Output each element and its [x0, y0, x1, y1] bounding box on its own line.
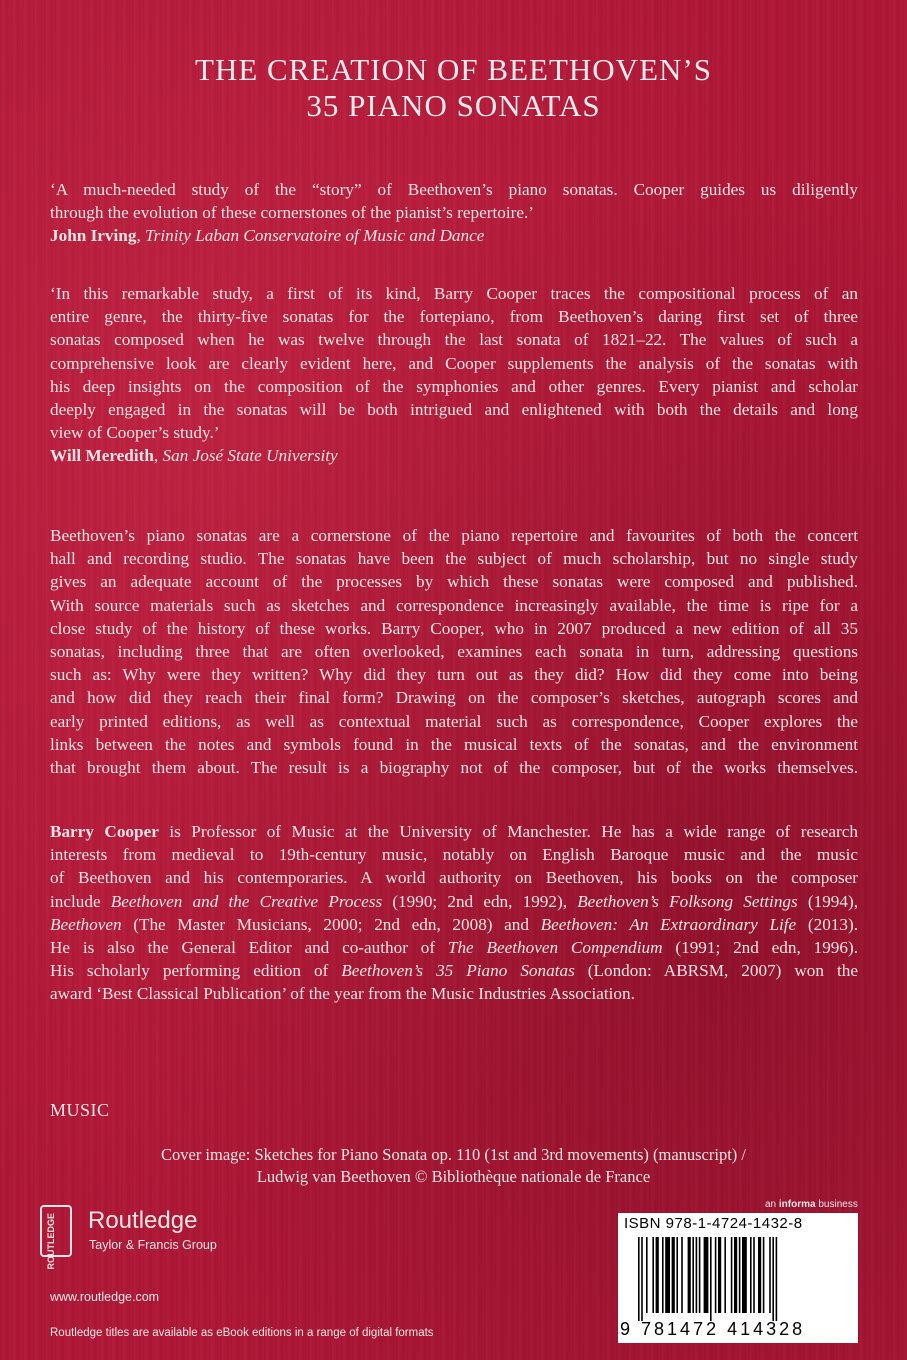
description-line: With source materials such as sketches and correspondence increasingly available, the time is ripe for a	[50, 595, 858, 615]
review-line: view of Cooper’s study.’	[50, 423, 220, 443]
review-line: comprehensive look are clearly evident here, and Cooper supplements the analysis of the sonatas with	[50, 353, 858, 373]
bio-text: He is also the General Editor and co-author of	[50, 938, 448, 958]
reviewer-name: Will Meredith	[50, 446, 154, 466]
title-line-2: 35 PIANO SONATAS	[306, 88, 601, 123]
description-line: gives an adequate account of the processes by which these sonatas were composed and published.	[50, 572, 858, 592]
subject-category: MUSIC	[50, 1100, 110, 1120]
book-title-ref: Beethoven: An Extraordinary Life	[540, 914, 797, 934]
description-line: hall and recording studio. The sonatas have been the subject of much scholarship, but no single study	[50, 549, 858, 569]
review-attribution: John Irving, Trinity Laban Conservatoire of Music and Dance	[50, 226, 485, 246]
cover-image-credit	[0, 1144, 907, 1188]
bio-text: (2013).	[796, 914, 858, 934]
title-line-1: THE CREATION OF BEETHOVEN’S	[195, 52, 712, 87]
routledge-mark-icon	[40, 1205, 72, 1270]
informa-text: an	[765, 1199, 779, 1210]
book-description	[50, 524, 858, 779]
description-line: early printed editions, as well as contextual material such as correspondence, Cooper explores the	[50, 711, 858, 731]
reviewer-name: John Irving	[50, 226, 137, 246]
isbn-barcode	[618, 1213, 858, 1343]
review-line: his deep insights on the composition of the symphonies and other genres. Every pianist and scholar	[50, 376, 858, 396]
publisher-url[interactable]: www.routledge.com	[50, 1290, 160, 1304]
review-line: entire genre, the thirty-five sonatas for the fortepiano, from Beethoven’s daring first set of three	[50, 307, 858, 327]
publisher-logo	[40, 1205, 260, 1270]
review-meredith	[50, 282, 858, 468]
bio-text: His scholarly performing edition of	[50, 961, 342, 981]
review-irving	[50, 178, 858, 248]
review-line: ‘A much-needed study of the “story” of Beethoven’s piano sonatas. Cooper guides us diligently	[50, 180, 858, 199]
bio-line	[50, 913, 858, 936]
book-title	[0, 52, 907, 124]
review-line: sonatas composed when he was twelve through the last sonata of 1821–22. The values of such a	[50, 330, 858, 350]
bio-text: (1994),	[797, 891, 858, 911]
bio-line	[50, 890, 858, 913]
description-line: links between the notes and symbols found in the musical texts of the sonatas, and the environment	[50, 734, 858, 754]
review-line: through the evolution of these cornerstones of the pianist’s repertoire.’	[50, 203, 534, 223]
reviewer-affiliation: San José State University	[162, 446, 338, 466]
logo-mark-text: ROUTLEDGE	[46, 1213, 56, 1270]
description-line: that brought them about. The result is a biography not of the composer, but of the works themselves.	[50, 758, 858, 778]
isbn-label: ISBN 978-1-4724-1432-8	[624, 1215, 803, 1232]
bio-text: (London: ABRSM, 2007) won the	[574, 961, 858, 981]
bio-text: (1991; 2nd edn, 1996).	[662, 938, 859, 958]
isbn-digits: 9 781472 414328	[620, 1319, 806, 1339]
reviewer-affiliation: Trinity Laban Conservatoire of Music and Dance	[145, 226, 485, 246]
bio-line: interests from medieval to 19th-century music, notably on English Baroque music and the music	[50, 845, 858, 865]
publisher-name: Routledge	[88, 1207, 198, 1234]
author-bio	[50, 820, 858, 1006]
ebook-note: Routledge titles are available as eBook editions in a range of digital formats	[50, 1327, 434, 1339]
review-line: deeply engaged in the sonatas will be both intrigued and enlightened with both the details and long	[50, 400, 858, 420]
book-title-ref: Beethoven’s 35 Piano Sonatas	[341, 961, 575, 981]
description-line: such as: Why were they written? Why did they turn out as they did? How did they come into being	[50, 665, 858, 685]
description-line: sonatas, including three that are often overlooked, examines each sonata in turn, addressing questions	[50, 642, 858, 662]
informa-tagline	[765, 1199, 858, 1210]
bio-text: (The Master Musicians, 2000; 2nd edn, 2008) and	[121, 914, 541, 934]
book-title-ref: Beethoven and the Creative Process	[110, 891, 383, 911]
informa-text: business	[815, 1199, 858, 1210]
bio-line	[50, 820, 858, 843]
description-line: close study of the history of these works. Barry Cooper, who in 2007 produced a new edition of all 35	[50, 618, 858, 638]
bio-line: award ‘Best Classical Publication’ of the year from the Music Industries Association.	[50, 984, 635, 1004]
publisher-group: Taylor & Francis Group	[89, 1238, 217, 1252]
description-line: and how did they reach their final form? Drawing on the composer’s sketches, autograph scores and	[50, 688, 858, 708]
review-line: ‘In this remarkable study, a first of its kind, Barry Cooper traces the compositional process of an	[50, 284, 858, 303]
book-title-ref: Beethoven	[50, 914, 122, 934]
description-line: Beethoven’s piano sonatas are a cornerstone of the piano repertoire and favourites of both the concert	[50, 526, 858, 545]
review-attribution: Will Meredith, San José State University	[50, 446, 338, 466]
credit-line-1: Cover image: Sketches for Piano Sonata op. 110 (1st and 3rd movements) (manuscript) /	[160, 1145, 747, 1164]
bio-text: is Professor of Music at the University of Manchester. He has a wide range of research	[158, 822, 858, 841]
book-title-ref: Beethoven’s Folksong Settings	[577, 891, 798, 911]
author-name: Barry Cooper	[50, 822, 159, 841]
bio-line	[50, 936, 858, 959]
book-title-ref: The Beethoven Compendium	[447, 938, 663, 958]
bio-text: include	[50, 891, 111, 911]
credit-line-2: Ludwig van Beethoven © Bibliothèque nationale de France	[256, 1167, 651, 1186]
bio-line	[50, 959, 858, 982]
barcode-icon	[638, 1237, 852, 1321]
informa-brand: informa	[778, 1199, 816, 1210]
bio-text: (1990; 2nd edn, 1992),	[382, 891, 578, 911]
bio-line: of Beethoven and his contemporaries. A world authority on Beethoven, his books on the composer	[50, 868, 858, 888]
